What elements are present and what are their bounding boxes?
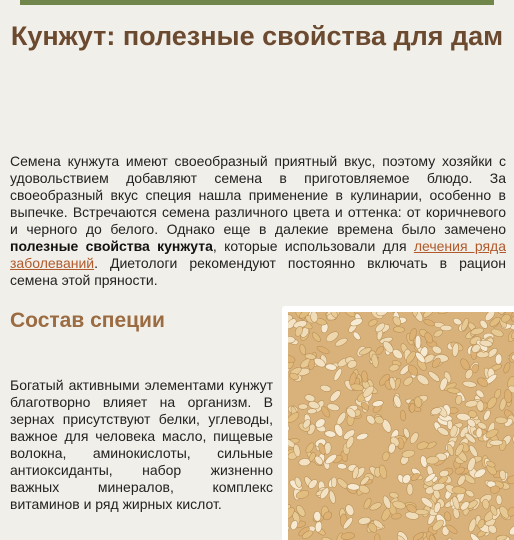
section-heading: Состав специи [10,309,165,332]
sesame-seed [476,428,483,438]
intro-text-1: Семена кунжута имеют своеобразный приятный вкус, поэтому хозяйки с удовольствием добавляют семена в приготовляемое блюдо. За своеобразный вкус специя нашла применение в кулинарии, особенно в выпечке. Встречаются семена различного цвета и оттенка: от коричневого и черного до белого. Однако еще в далекие времена было замечено [10,153,506,237]
sesame-seed [375,534,381,540]
sesame-seed [415,335,421,349]
intro-bold-phrase: полезные свойства кунжута [10,238,213,254]
sesame-seed [393,326,405,332]
sesame-seed [440,325,452,331]
diseases-link[interactable]: лечения ряда заболеваний [10,238,506,271]
sesame-seed [331,477,337,488]
sesame-seed [298,404,308,410]
intro-text-2: , которые использовали для [212,238,414,254]
intro-paragraph [10,153,506,289]
intro-text-3: . Диетологи рекомендуют постоянно включать в рацион семена этой пряности. [10,255,506,288]
page-title: Кунжут: полезные свойства для дам [10,21,504,51]
sesame-seeds-image [288,312,514,540]
composition-paragraph: Богатый активными элементами кунжут благотворно влияет на организм. В зернах присутствуют белки, углеводы, важное для человека масло, пищевые волокна, аминокислоты, сильные антиоксиданты, набор жизненно важных минералов, комплекс витаминов и ряд жирных кислот. [10,377,273,512]
sesame-seed [490,440,503,446]
sesame-seed [307,408,317,414]
top-accent-bar [20,0,494,5]
sesame-seed [407,483,413,495]
sesame-seeds-photo [282,306,514,540]
sesame-seed [447,420,453,429]
